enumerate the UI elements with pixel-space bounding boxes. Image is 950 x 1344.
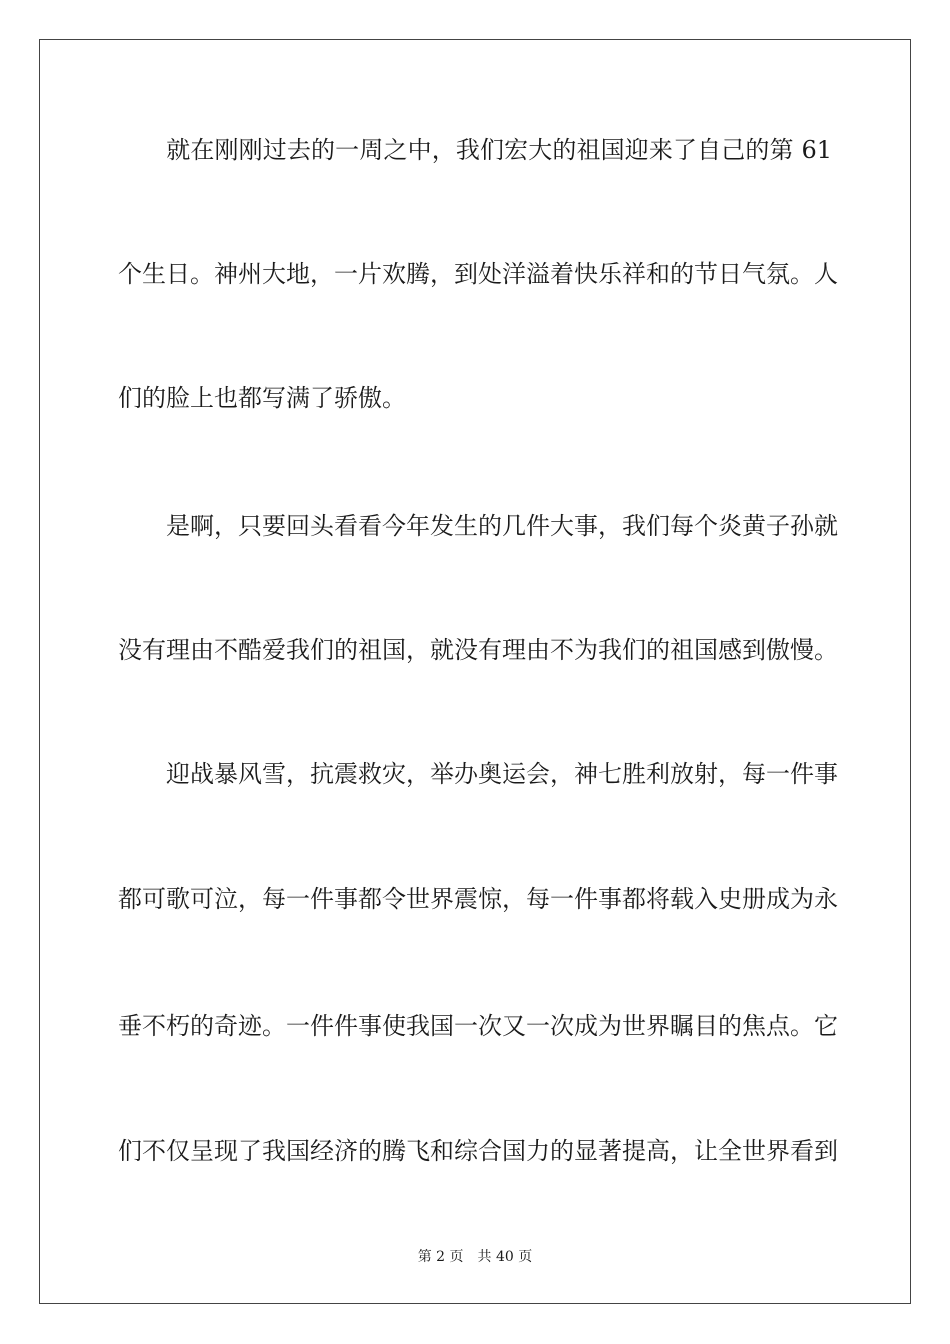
paragraph-2-line-2: 没有理由不酷爱我们的祖国，就没有理由不为我们的祖国感到傲慢。	[118, 636, 838, 664]
paragraph-3-line-1: 迎战暴风雪，抗震救灾，举办奥运会，神七胜利放射，每一件事	[118, 760, 838, 788]
total-pages: 共 40 页	[477, 1249, 533, 1265]
paragraph-3-line-4: 们不仅呈现了我国经济的腾飞和综合国力的显著提高，让全世界看到	[118, 1137, 838, 1165]
page-number: 第 2 页	[417, 1249, 464, 1265]
page-frame	[39, 39, 911, 1304]
paragraph-1-line-3: 们的脸上也都写满了骄傲。	[118, 384, 406, 412]
paragraph-1-line-1: 就在刚刚过去的一周之中，我们宏大的祖国迎来了自己的第 61	[118, 136, 832, 164]
page-footer	[0, 1247, 950, 1267]
paragraph-3-line-3: 垂不朽的奇迹。一件件事使我国一次又一次成为世界瞩目的焦点。它	[118, 1012, 838, 1040]
paragraph-1-line-2: 个生日。神州大地，一片欢腾，到处洋溢着快乐祥和的节日气氛。人	[118, 260, 838, 288]
paragraph-2-line-1: 是啊，只要回头看看今年发生的几件大事，我们每个炎黄子孙就	[118, 512, 838, 540]
paragraph-3-line-2: 都可歌可泣，每一件事都令世界震惊，每一件事都将载入史册成为永	[118, 885, 838, 913]
